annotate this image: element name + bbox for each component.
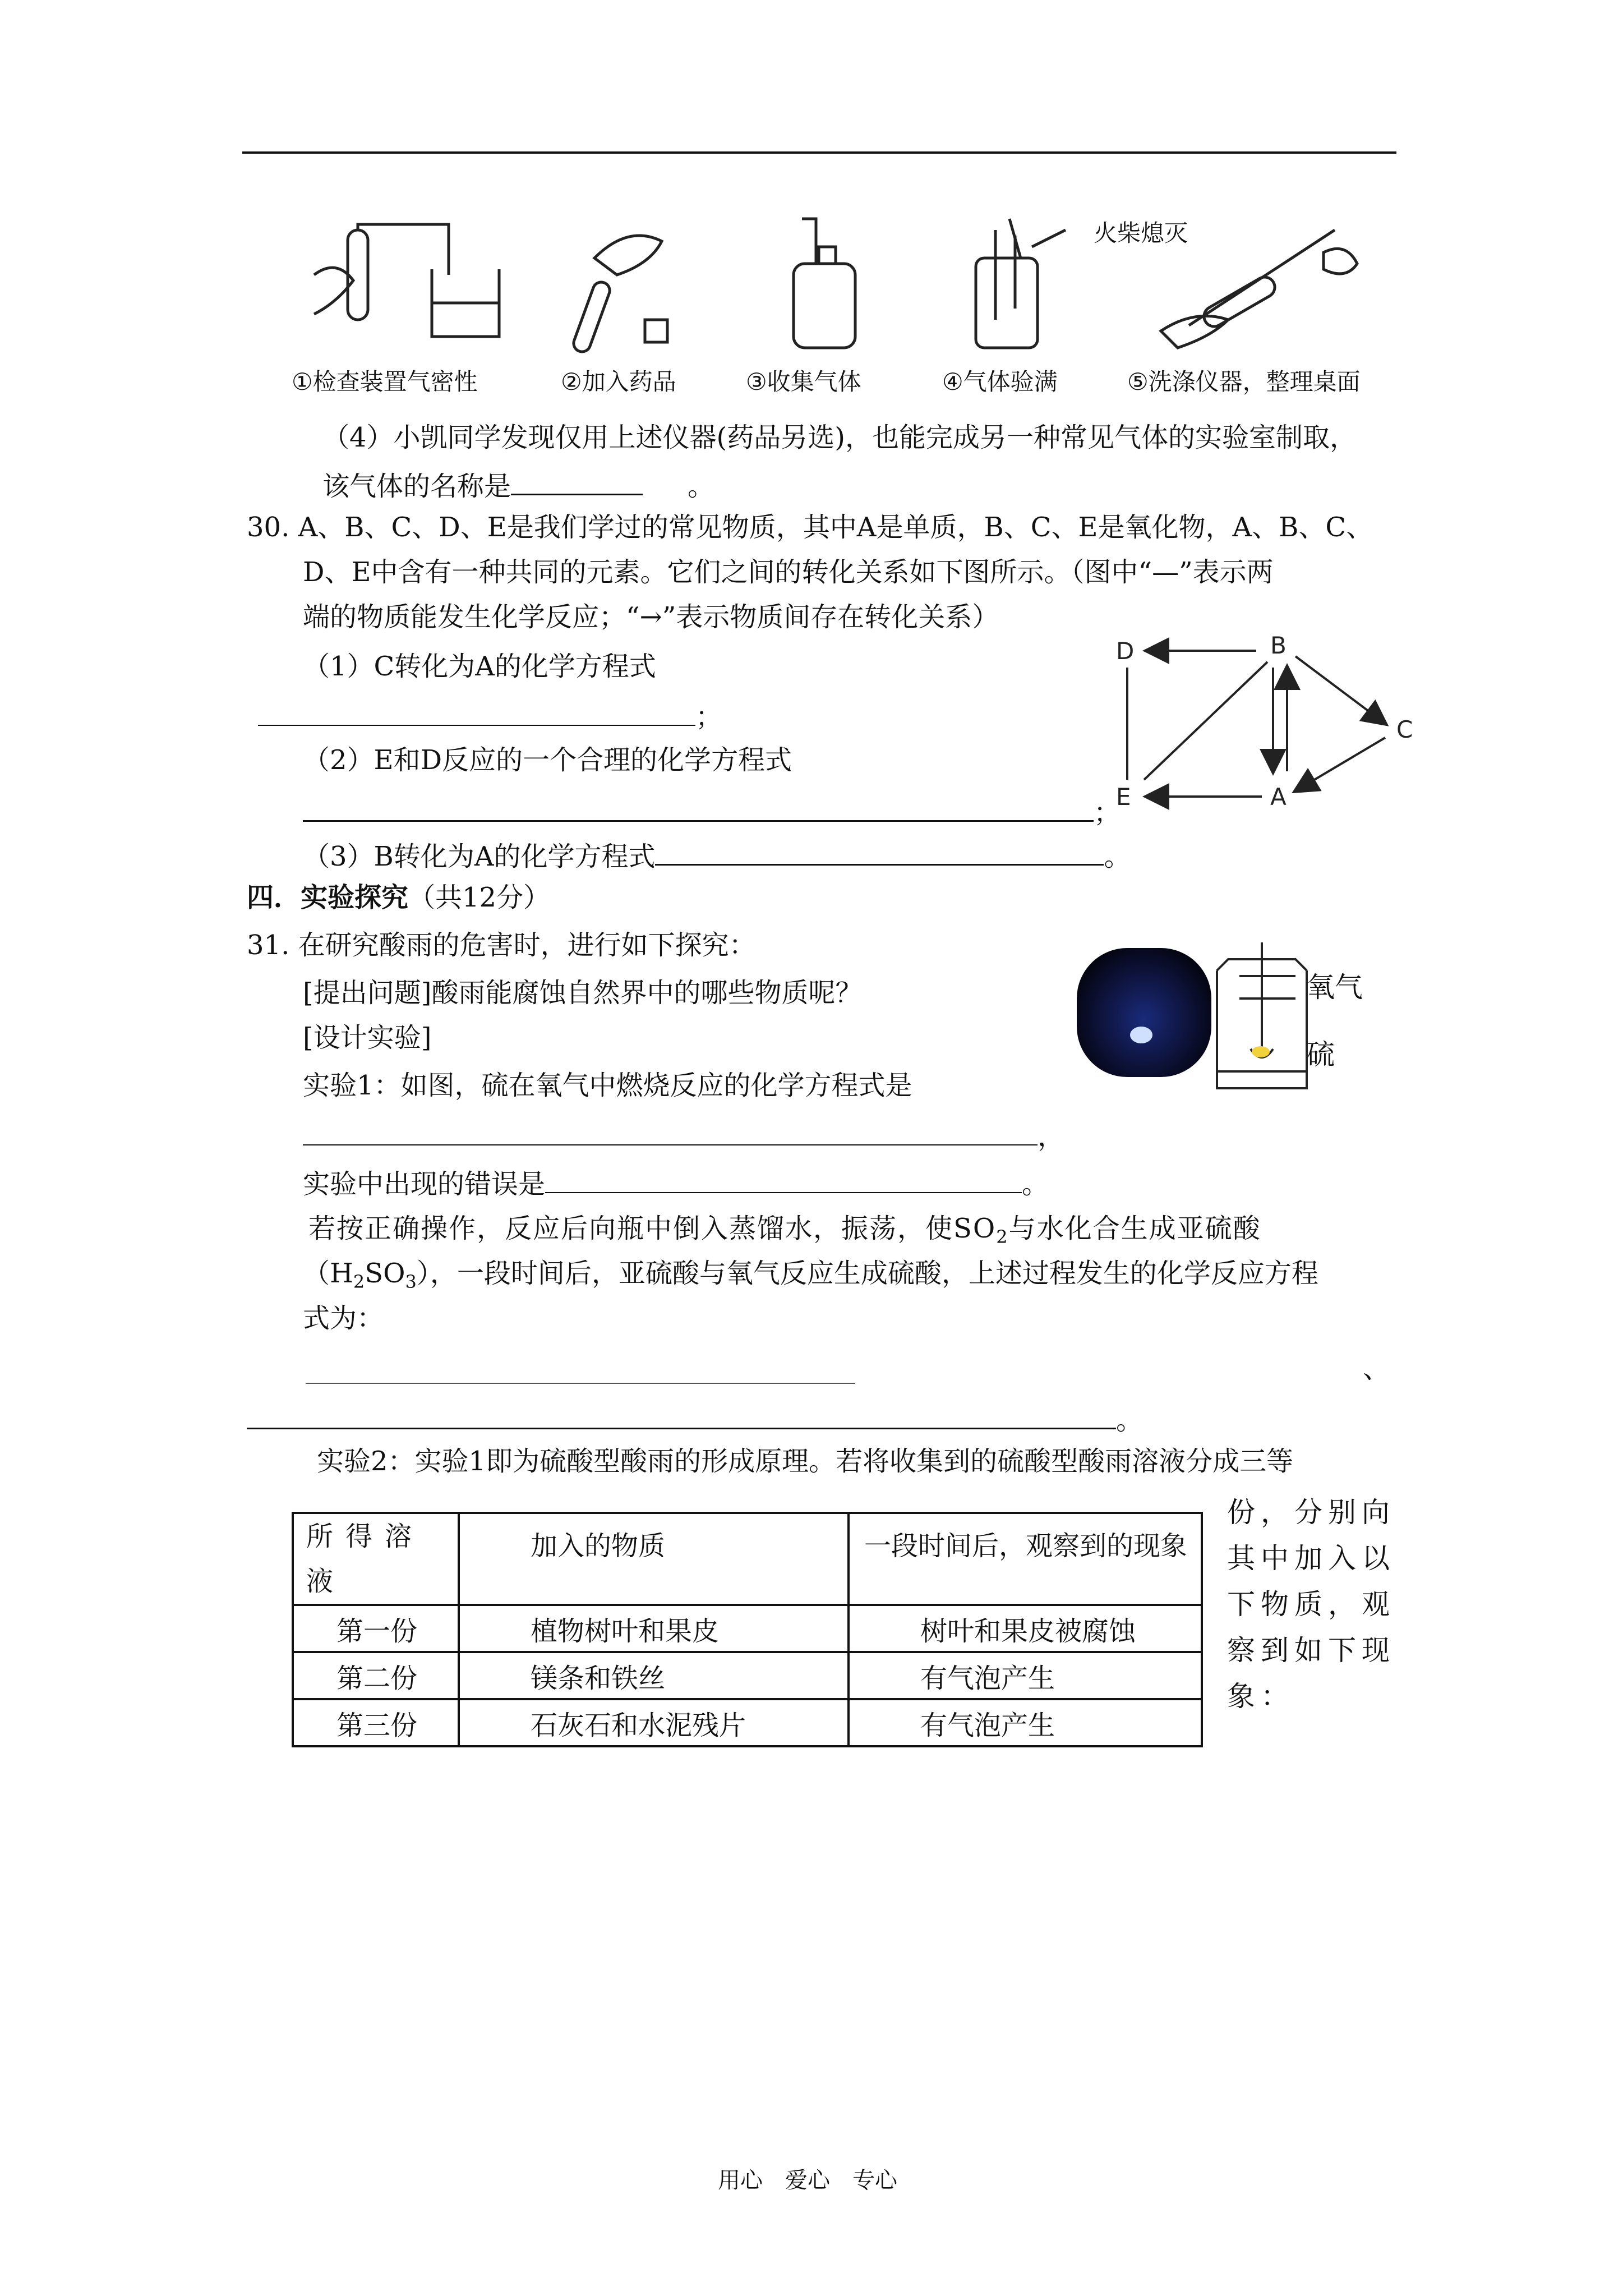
q31-exp1-blank[interactable]: [303, 1116, 1038, 1145]
caption-1: ①检查装置气密性: [292, 368, 478, 395]
q30-part3-blank[interactable]: [655, 836, 1104, 866]
node-b: B: [1270, 632, 1287, 659]
combustion-photo: [1077, 948, 1211, 1077]
table-cell: 有气泡产生: [849, 1699, 1202, 1746]
q31-line1: 31. 在研究酸雨的危害时，进行如下探究：: [247, 930, 756, 961]
table-header: 加入的物质: [459, 1513, 849, 1605]
q30-part1: （1）C转化为A的化学方程式: [303, 651, 656, 682]
caption-4: ④气体验满: [942, 368, 1058, 395]
table-cell: 第二份: [293, 1652, 459, 1699]
q31-question: [提出问题]酸雨能腐蚀自然界中的哪些物质呢？: [303, 977, 863, 1009]
q31-eq-blank-1[interactable]: [306, 1383, 855, 1384]
q31-eq-line-2: [247, 1400, 1143, 1437]
side-line-4: 察到如下现: [1227, 1634, 1395, 1667]
side-line-1: 份，分别向: [1227, 1496, 1395, 1529]
table-row: [293, 1699, 1202, 1746]
q31-para-c: 式为：: [303, 1303, 384, 1334]
label-sulfur: 硫: [1307, 1038, 1335, 1071]
label-oxygen: 氧气: [1307, 971, 1363, 1004]
table-cell: 第三份: [293, 1699, 459, 1746]
node-a: A: [1270, 783, 1287, 811]
side-line-2: 其中加入以: [1227, 1542, 1395, 1575]
q31-design: [设计实验]: [303, 1022, 432, 1053]
combustion-photo-flame: [1130, 1027, 1152, 1043]
match-out-label: 火柴熄灭: [1094, 219, 1188, 247]
table-header: 一段时间后，观察到的现象: [849, 1513, 1202, 1605]
q30-part2-answer: [303, 792, 1121, 830]
section-4-title: 四．实验探究: [247, 882, 409, 913]
table-cell: 植物树叶和果皮: [459, 1605, 849, 1652]
q31-exp2: 实验2：实验1即为硫酸型酸雨的形成原理。若将收集到的硫酸型酸雨溶液分成三等: [317, 1446, 1294, 1477]
q30-part1-answer: [258, 697, 722, 734]
q30-line2: D、E中含有一种共同的元素。它们之间的转化关系如下图所示。（图中“—”表示两: [303, 556, 1274, 588]
q30-part2-semicolon: ；: [1094, 797, 1121, 829]
q29-4-prefix: 该气体的名称是: [322, 471, 511, 502]
q29-4-answer-blank[interactable]: [511, 466, 643, 495]
q31-error-line: [303, 1164, 1049, 1201]
q31-error-blank[interactable]: [545, 1164, 1022, 1193]
caption-2: ②加入药品: [561, 368, 676, 395]
section-4-heading: [247, 881, 550, 914]
apparatus-illustrations: [280, 208, 1402, 398]
q31-eq-period: 。: [1116, 1405, 1144, 1436]
caption-3: ③收集气体: [746, 368, 861, 395]
table-cell: 石灰石和水泥残片: [459, 1699, 849, 1746]
table-header: 所得溶液: [293, 1513, 459, 1605]
q30-part1-semicolon: ；: [695, 701, 723, 733]
q29-4-line2: [322, 466, 714, 503]
q30-part3-text: （3）B转化为A的化学方程式: [303, 841, 656, 872]
q31-exp1-answer: [303, 1116, 1064, 1153]
table-cell: 树叶和果皮被腐蚀: [849, 1605, 1202, 1652]
combustion-apparatus: [1206, 937, 1352, 1099]
node-c: C: [1396, 716, 1413, 743]
q31-side-text: [1227, 1489, 1395, 1719]
q29-4-line1: （4）小凯同学发现仅用上述仪器(药品另选)，也能完成另一种常见气体的实验室制取，: [322, 422, 1357, 453]
q30-line3: 端的物质能发生化学反应；“→”表示物质间存在转化关系）: [303, 601, 999, 633]
q30-part3: [303, 836, 1131, 873]
table-row: [293, 1652, 1202, 1699]
caption-5: ⑤洗涤仪器，整理桌面: [1127, 368, 1361, 395]
relation-diagram: [1105, 628, 1430, 813]
q30-part2-blank[interactable]: [303, 792, 1094, 822]
page-footer: 用心 爱心 专心: [718, 2168, 897, 2193]
table-row: [293, 1605, 1202, 1652]
q31-error-prefix: 实验中出现的错误是: [303, 1168, 546, 1200]
q30-part1-blank[interactable]: [258, 697, 695, 726]
table-header-row: [293, 1513, 1202, 1605]
observation-table: [292, 1512, 1203, 1747]
table-cell: 镁条和铁丝: [459, 1652, 849, 1699]
table-cell: 第一份: [293, 1605, 459, 1652]
section-4-points: （共12分）: [408, 882, 551, 913]
q30-line1: 30. A、B、C、D、E是我们学过的常见物质，其中A是单质，B、C、E是氧化物，A、B、C、: [247, 512, 1373, 543]
q31-exp1: 实验1：如图，硫在氧气中燃烧反应的化学方程式是: [303, 1070, 912, 1101]
q31-eq-separator: 、: [1363, 1353, 1390, 1384]
side-line-3: 下物质，观: [1227, 1588, 1395, 1621]
header-rule: [242, 151, 1396, 154]
node-d: D: [1116, 637, 1135, 665]
q31-error-period: 。: [1022, 1168, 1049, 1200]
q31-para-a: 若按正确操作，反应后向瓶中倒入蒸馏水，振荡，使$SO_2$与水化合生成亚硫酸: [308, 1213, 1261, 1248]
table-cell: 有气泡产生: [849, 1652, 1202, 1699]
q31-exp1-comma: ，: [1038, 1121, 1065, 1152]
side-line-5: 象：: [1227, 1680, 1294, 1713]
node-e: E: [1116, 783, 1131, 811]
q30-part2: （2）E和D反应的一个合理的化学方程式: [303, 744, 792, 776]
q31-para-b: $(H_2SO_3)$，一段时间后，亚硫酸与氧气反应生成硫酸，上述过程发生的化学反应方程: [303, 1258, 1318, 1292]
q30-part3-period: 。: [1104, 841, 1131, 872]
q29-4-suffix: 。: [688, 471, 715, 502]
q31-eq-blank-2[interactable]: [247, 1400, 1116, 1429]
